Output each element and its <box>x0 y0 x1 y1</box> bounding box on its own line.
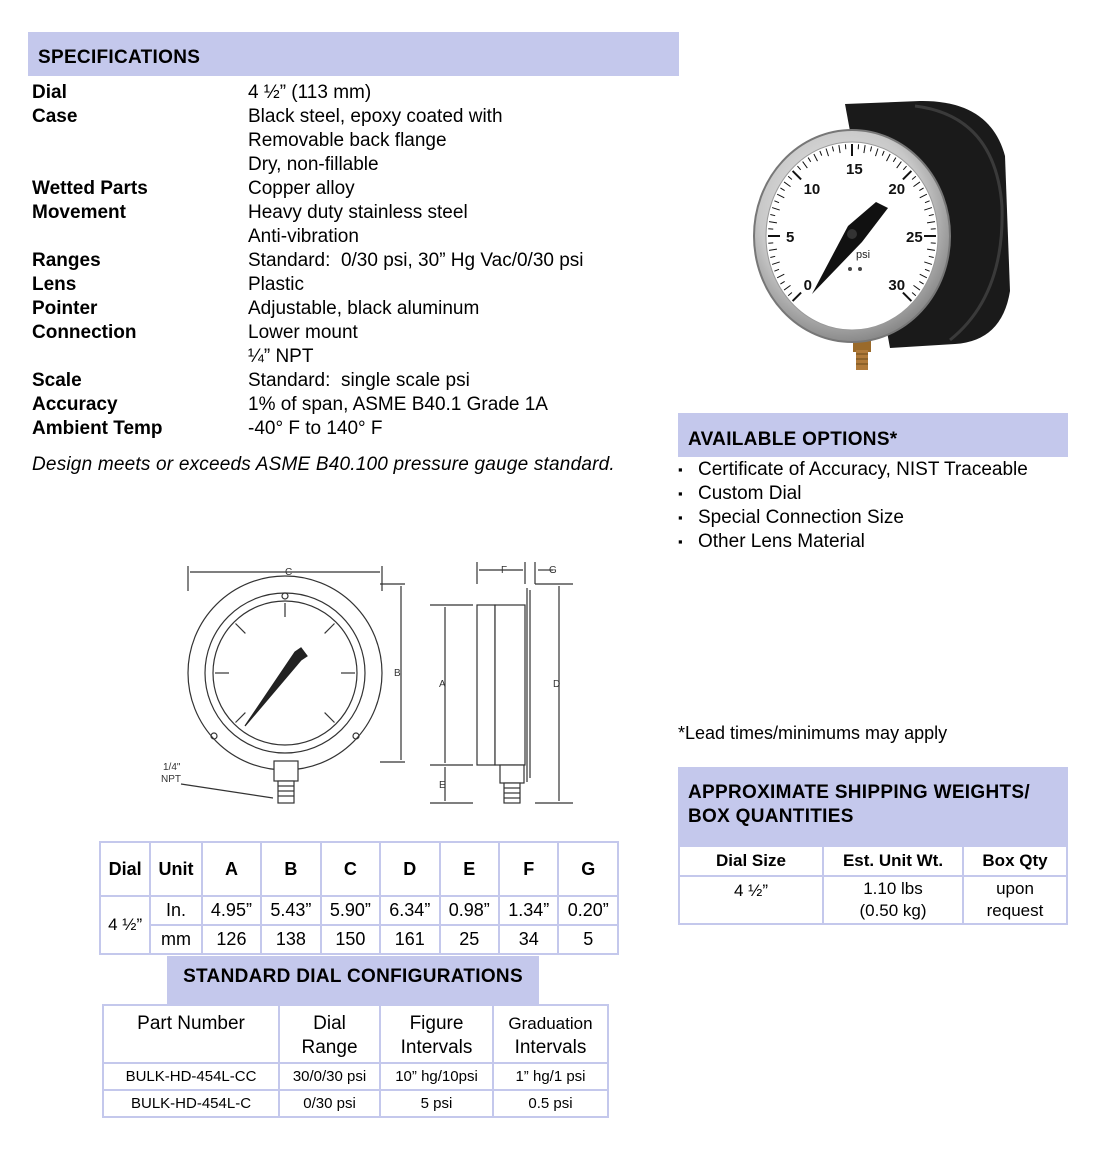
shipping-header-line2: BOX QUANTITIES <box>688 806 854 827</box>
ship-cell-weight <box>823 876 963 924</box>
options-header: AVAILABLE OPTIONS* <box>678 413 1068 457</box>
dimensions-table <box>99 841 619 955</box>
dims-value-cell: 5 <box>558 925 618 954</box>
dims-value-cell: 0.20” <box>558 896 618 925</box>
cfg-col-header-line: Figure <box>409 1013 464 1034</box>
ship-cell-dial: 4 ½” <box>679 876 823 924</box>
spec-value: Lower mount <box>248 322 358 343</box>
spec-row <box>32 393 672 417</box>
spec-row <box>32 273 672 297</box>
spec-row <box>32 81 672 105</box>
dim-label-d: D <box>553 679 561 690</box>
cfg-cell: BULK-HD-454L-CC <box>103 1063 279 1090</box>
cfg-col-header <box>380 1005 493 1063</box>
cfg-col-header <box>103 1005 279 1063</box>
dims-value-cell: 4.95” <box>202 896 261 925</box>
cfg-col-header-line: Intervals <box>514 1037 587 1058</box>
npt-label-size: 1/4" <box>163 762 181 773</box>
ship-col-qty: Box Qty <box>963 846 1067 876</box>
gauge-scale-number: 30 <box>888 277 906 295</box>
gauge-scale-number: 25 <box>906 229 923 246</box>
dim-label-f: F <box>501 565 508 576</box>
gauge-scale-number: 10 <box>803 180 821 198</box>
gauge-unit-label: psi <box>856 249 871 261</box>
spec-row <box>32 249 672 273</box>
cfg-col-header-line: Range <box>301 1037 358 1058</box>
spec-row <box>32 105 672 177</box>
spec-label: Pointer <box>32 298 98 319</box>
dims-col-header: A <box>202 842 261 896</box>
ship-weight-lbs: 1.10 lbs <box>863 879 923 898</box>
dims-unit-cell: mm <box>150 925 202 954</box>
npt-label-text: NPT <box>161 774 181 785</box>
dim-label-c: C <box>285 567 293 578</box>
spec-value: Removable back flange <box>248 130 447 151</box>
option-item: ▪ Other Lens Material <box>678 530 1078 554</box>
spec-value: Plastic <box>248 274 304 295</box>
ship-qty-line2: request <box>986 901 1044 920</box>
dims-value-cell: 150 <box>321 925 380 954</box>
dims-col-header: Dial <box>100 842 150 896</box>
ship-cell-qty <box>963 876 1067 924</box>
dim-label-e: E <box>439 780 446 791</box>
specifications-header: SPECIFICATIONS <box>28 32 679 76</box>
spec-value: Copper alloy <box>248 178 355 199</box>
spec-row <box>32 177 672 201</box>
gauge-photo <box>740 96 1030 376</box>
shipping-header <box>678 767 1068 845</box>
spec-value: 1% of span, ASME B40.1 Grade 1A <box>248 394 548 415</box>
dim-label-g: G <box>549 565 557 576</box>
cfg-cell: 10” hg/10psi <box>380 1063 493 1090</box>
spec-value: Standard: single scale psi <box>248 370 470 391</box>
spec-value: 4 ½” (113 mm) <box>248 82 372 103</box>
dims-value-cell: 25 <box>440 925 499 954</box>
spec-value: Heavy duty stainless steel <box>248 202 468 223</box>
design-note: Design meets or exceeds ASME B40.100 pressure gauge standard. <box>32 454 615 475</box>
spec-row <box>32 321 672 369</box>
ship-col-weight: Est. Unit Wt. <box>823 846 963 876</box>
shipping-table <box>678 845 1068 925</box>
options-footnote: *Lead times/minimums may apply <box>678 723 948 743</box>
spec-label: Dial <box>32 82 67 103</box>
spec-row <box>32 201 672 249</box>
gauge-scale-number: 5 <box>786 229 795 246</box>
gauge-scale-number: 20 <box>888 180 906 198</box>
dims-value-cell: 1.34” <box>499 896 558 925</box>
spec-row <box>32 369 672 393</box>
spec-label: Accuracy <box>32 394 118 415</box>
cfg-col-header-line: Intervals <box>400 1037 473 1058</box>
gauge-scale-number: 0 <box>803 277 812 295</box>
ship-qty-line1: upon <box>996 879 1034 898</box>
spec-label: Lens <box>32 274 77 295</box>
spec-row <box>32 417 672 441</box>
cfg-cell: BULK-HD-454L-C <box>103 1090 279 1117</box>
ship-col-dial: Dial Size <box>679 846 823 876</box>
dims-value-cell: 5.90” <box>321 896 380 925</box>
dims-col-header: F <box>499 842 558 896</box>
dimension-drawing <box>155 556 580 811</box>
spec-value: Standard: 0/30 psi, 30” Hg Vac/0/30 psi <box>248 250 584 271</box>
dims-dial-cell: 4 ½” <box>100 896 150 954</box>
spec-value: ¼” NPT <box>248 346 314 367</box>
dims-col-header: C <box>321 842 380 896</box>
spec-label: Ranges <box>32 250 101 271</box>
dim-label-b: B <box>394 668 401 679</box>
cfg-cell: 5 psi <box>380 1090 493 1117</box>
cfg-col-header-line: Graduation <box>508 1014 593 1033</box>
cfg-cell: 0/30 psi <box>279 1090 380 1117</box>
dims-col-header: D <box>380 842 439 896</box>
cfg-col-header-line: Part Number <box>137 1013 245 1034</box>
cfg-col-header <box>279 1005 380 1063</box>
dims-value-cell: 161 <box>380 925 439 954</box>
spec-value: -40° F to 140° F <box>248 418 383 439</box>
dims-value-cell: 138 <box>261 925 320 954</box>
spec-value: Dry, non-fillable <box>248 154 379 175</box>
cfg-col-header-line: Dial <box>313 1013 346 1034</box>
spec-label: Case <box>32 106 78 127</box>
spec-value: Black steel, epoxy coated with <box>248 106 503 127</box>
option-item: ▪ Special Connection Size <box>678 506 1078 530</box>
gauge-scale-number: 15 <box>846 161 863 178</box>
spec-label: Wetted Parts <box>32 178 148 199</box>
options-list <box>678 458 1078 554</box>
configs-header: STANDARD DIAL CONFIGURATIONS <box>167 956 539 1004</box>
cfg-cell: 0.5 psi <box>493 1090 608 1117</box>
dims-col-header: Unit <box>150 842 202 896</box>
configs-table <box>102 1004 609 1118</box>
dims-unit-cell: In. <box>150 896 202 925</box>
dims-value-cell: 5.43” <box>261 896 320 925</box>
dims-value-cell: 34 <box>499 925 558 954</box>
spec-value: Anti-vibration <box>248 226 359 247</box>
dims-value-cell: 0.98” <box>440 896 499 925</box>
spec-label: Connection <box>32 322 137 343</box>
dims-value-cell: 6.34” <box>380 896 439 925</box>
spec-row <box>32 297 672 321</box>
shipping-header-line1: APPROXIMATE SHIPPING WEIGHTS/ <box>688 782 1030 803</box>
dims-col-header: B <box>261 842 320 896</box>
spec-label: Scale <box>32 370 82 391</box>
cfg-col-header <box>493 1005 608 1063</box>
spec-value: Adjustable, black aluminum <box>248 298 480 319</box>
cfg-cell: 30/0/30 psi <box>279 1063 380 1090</box>
option-item: ▪ Custom Dial <box>678 482 1078 506</box>
ship-weight-kg: (0.50 kg) <box>859 901 927 920</box>
spec-label: Movement <box>32 202 126 223</box>
dims-col-header: G <box>558 842 618 896</box>
option-item: ▪ Certificate of Accuracy, NIST Traceable <box>678 458 1078 482</box>
dims-value-cell: 126 <box>202 925 261 954</box>
cfg-cell: 1” hg/1 psi <box>493 1063 608 1090</box>
spec-label: Ambient Temp <box>32 418 163 439</box>
dims-col-header: E <box>440 842 499 896</box>
dim-label-a: A <box>439 679 446 690</box>
